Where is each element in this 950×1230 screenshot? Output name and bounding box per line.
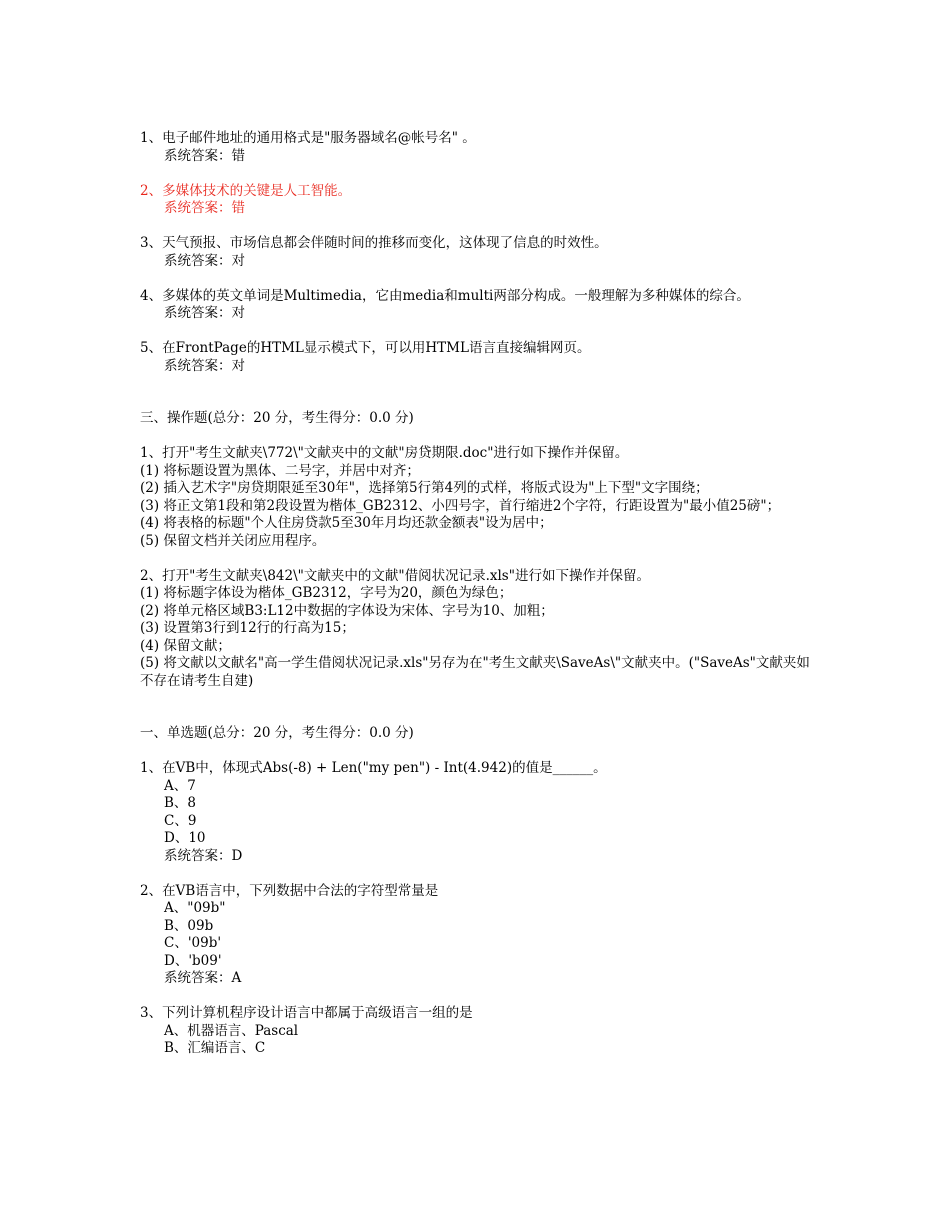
- judge-question: [140, 183, 812, 218]
- judge-question: [140, 130, 812, 165]
- answer-text: 系统答案：错: [164, 147, 245, 164]
- question-text: 5、在FrontPage的HTML显示模式下，可以用HTML语言直接编辑网页。: [140, 340, 591, 356]
- option-text: C、'09b': [164, 935, 222, 951]
- judge-question: [140, 235, 812, 270]
- answer-text: 系统答案：对: [164, 252, 245, 269]
- step-text: (4) 将表格的标题"个人住房贷款5至30年月均还款金额表"设为居中；: [140, 515, 553, 531]
- question-text: 2、在VB语言中，下列数据中合法的字符型常量是: [140, 882, 439, 899]
- option-text: D、10: [164, 830, 206, 846]
- operation-question: [140, 445, 812, 550]
- question-text: 1、在VB中，体现式Abs(-8) + Len("my pen") - Int(4.942)的值是______。: [140, 760, 607, 776]
- step-text: (2) 插入艺术字"房贷期限延至30年"，选择第5行第4列的式样，将版式设为"上下型"文字围绕；: [140, 480, 709, 496]
- judge-question: [140, 288, 812, 323]
- answer-text: 系统答案：对: [164, 305, 245, 321]
- operation-question: [140, 568, 812, 691]
- exam-document: [140, 130, 812, 1058]
- choice-question: [140, 883, 812, 988]
- option-text: B、09b: [164, 917, 214, 934]
- question-text: 1、打开"考生文献夹\772\"文献夹中的文献"房贷期限.doc"进行如下操作并保留。: [140, 445, 629, 461]
- option-text: B、8: [164, 795, 197, 811]
- step-text: (2) 将单元格区域B3:L12中数据的字体设为宋体、字号为10、加粗；: [140, 602, 554, 619]
- choice-question: [140, 1005, 812, 1058]
- step-text: (5) 将文献以文献名"高一学生借阅状况记录.xls"另存为在"考生文献夹\SaveAs\"文献夹中。("SaveAs"文献夹如不存在请考生自建): [140, 655, 810, 689]
- answer-text: 系统答案：对: [164, 357, 245, 374]
- question-text: 4、多媒体的英文单词是Multimedia，它由media和multi两部分构成。一般理解为多种媒体的综合。: [140, 287, 750, 304]
- answer-text: 系统答案：D: [164, 847, 243, 864]
- step-text: (1) 将标题字体设为楷体_GB2312，字号为20，颜色为绿色；: [140, 585, 513, 601]
- step-text: (3) 将正文第1段和第2段设置为楷体_GB2312、小四号字，首行缩进2个字符，行距设置为"最小值25磅"；: [140, 497, 781, 514]
- option-text: C、9: [164, 812, 197, 829]
- section-header: 一、单选题(总分：20 分，考生得分：0.0 分): [140, 725, 414, 741]
- question-text: 1、电子邮件地址的通用格式是"服务器域名@帐号名" 。: [140, 130, 476, 146]
- step-text: (3) 设置第3行到12行的行高为15；: [140, 620, 355, 636]
- step-text: (1) 将标题设置为黑体、二号字，并居中对齐；: [140, 462, 420, 479]
- choice-question: [140, 760, 812, 865]
- section-header: 三、操作题(总分：20 分，考生得分：0.0 分): [140, 410, 414, 426]
- question-text: 3、下列计算机程序设计语言中都属于高级语言一组的是: [140, 1005, 473, 1021]
- step-text: (5) 保留文档并关闭应用程序。: [140, 532, 326, 549]
- question-text: 2、打开"考生文献夹\842\"文献夹中的文献"借阅状况记录.xls"进行如下操作并保留。: [140, 567, 650, 584]
- question-text: 3、天气预报、市场信息都会伴随时间的推移而变化，这体现了信息的时效性。: [140, 235, 608, 251]
- option-text: B、汇编语言、C: [164, 1040, 266, 1056]
- answer-text: 系统答案：A: [164, 970, 242, 986]
- answer-text: 系统答案：错: [164, 200, 245, 216]
- option-text: D、'b09': [164, 952, 222, 969]
- option-text: A、机器语言、Pascal: [164, 1022, 299, 1039]
- step-text: (4) 保留文献；: [140, 637, 231, 654]
- option-text: A、7: [164, 777, 196, 794]
- question-text: 2、多媒体技术的关键是人工智能。: [140, 182, 352, 199]
- option-text: A、"09b": [164, 900, 226, 916]
- judge-question: [140, 340, 812, 375]
